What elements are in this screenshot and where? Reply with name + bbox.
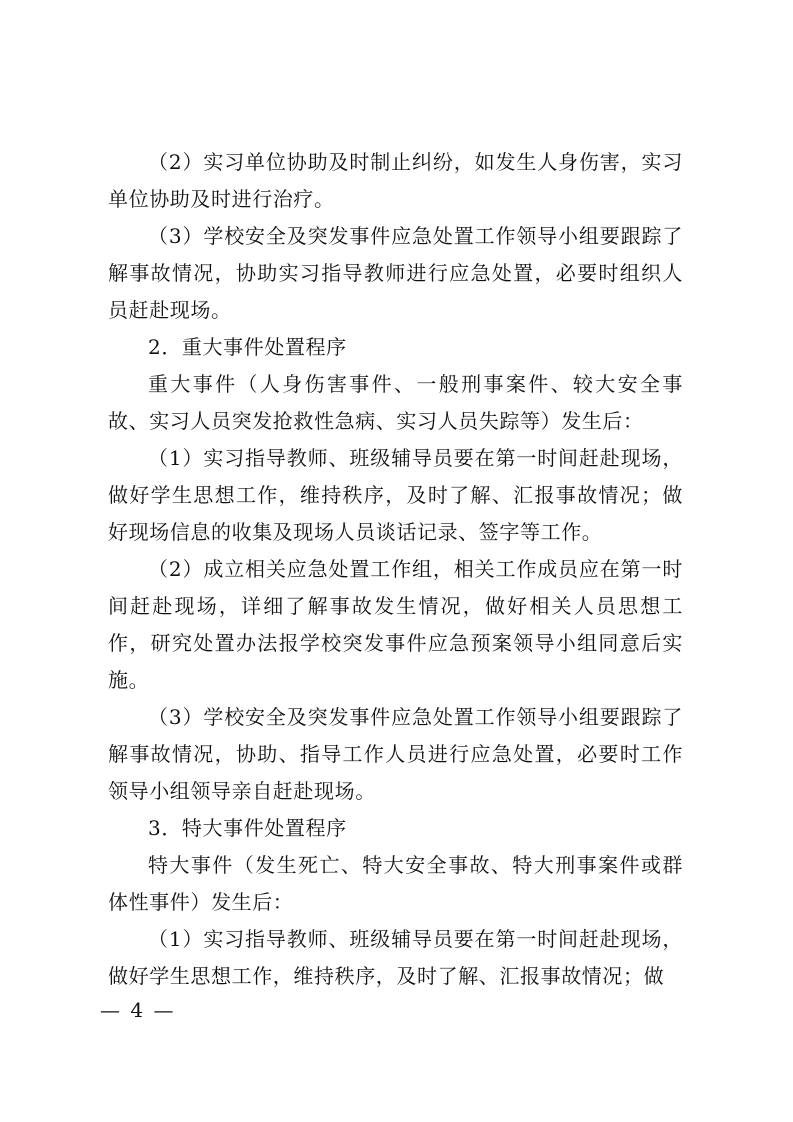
paragraph-6: （3）学校安全及突发事件应急处置工作领导小组要跟踪了解事故情况，协助、指导工作人员进行应急处置，必要时工作领导小组领导亲自赶赴现场。 <box>108 705 683 803</box>
page-number: — 4 — <box>100 998 176 1022</box>
paragraph-7: 特大事件（发生死亡、特大安全事故、特大刑事案件或群体性事件）发生后： <box>108 853 683 914</box>
paragraph-1: （2）实习单位协助及时制止纠纷，如发生人身伤害，实习单位协助及时进行治疗。 <box>108 150 683 211</box>
paragraph-8: （1）实习指导教师、班级辅导员要在第一时间赶赴现场，做好学生思想工作，维持秩序，及时了解、汇报事故情况；做 <box>108 927 683 988</box>
paragraph-4: （1）实习指导教师、班级辅导员要在第一时间赶赴现场，做好学生思想工作，维持秩序，及时了解、汇报事故情况；做好现场信息的收集及现场人员谈话记录、签字等工作。 <box>108 446 683 544</box>
paragraph-5: （2）成立相关应急处置工作组，相关工作成员应在第一时间赶赴现场，详细了解事故发生情况，做好相关人员思想工作，研究处置办法报学校突发事件应急预案领导小组同意后实施。 <box>108 557 683 692</box>
section-heading-2: 2．重大事件处置程序 <box>148 335 347 359</box>
section-heading-3: 3．特大事件处置程序 <box>148 816 347 840</box>
document-body <box>108 144 683 995</box>
paragraph-3: 重大事件（人身伤害事件、一般刑事案件、较大安全事故、实习人员突发抢救性急病、实习人员失踪等）发生后： <box>108 372 683 433</box>
paragraph-2: （3）学校安全及突发事件应急处置工作领导小组要跟踪了解事故情况，协助实习指导教师进行应急处置，必要时组织人员赶赴现场。 <box>108 224 683 322</box>
